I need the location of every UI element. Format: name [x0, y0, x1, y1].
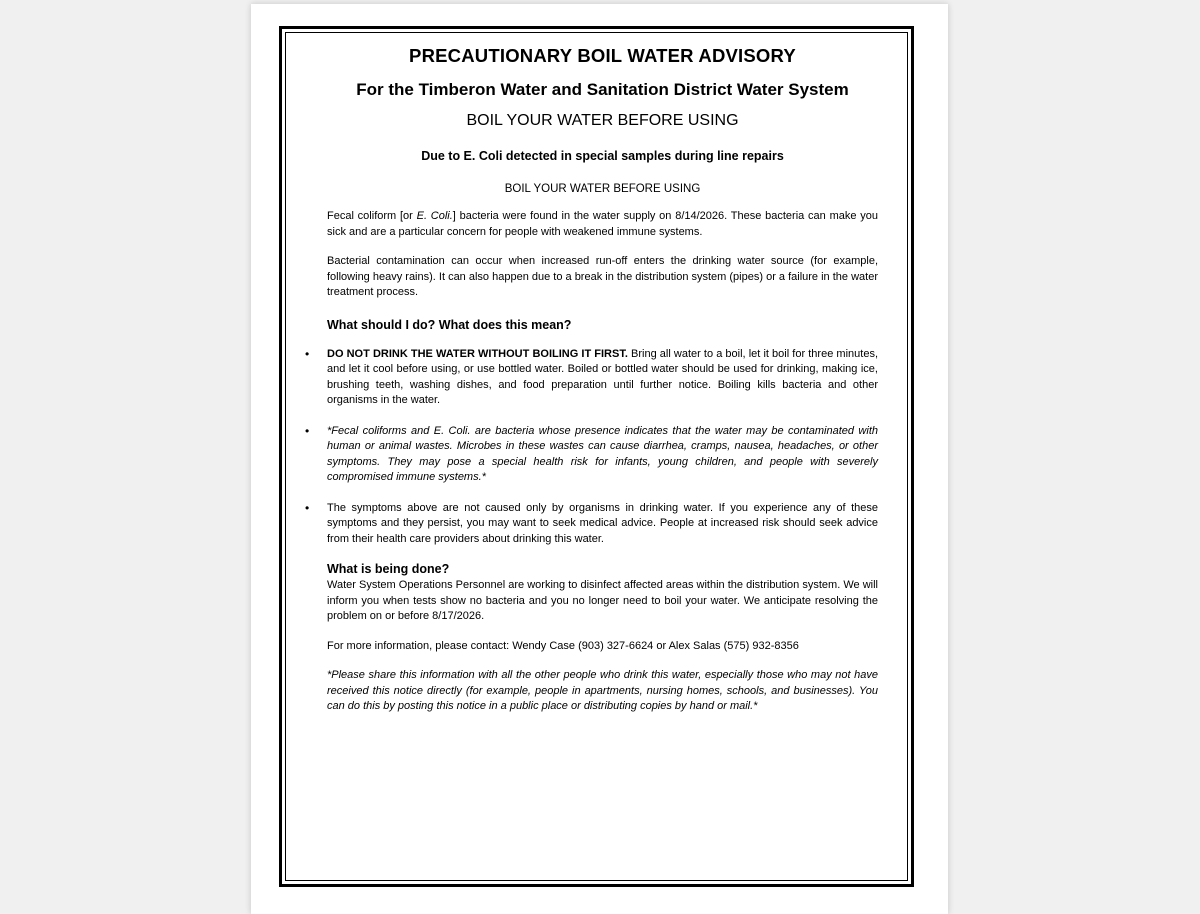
contact-information: For more information, please contact: Wendy Case (903) 327-6624 or Alex Salas (575) 932-8356: [327, 639, 799, 652]
bullet-icon: •: [305, 346, 310, 361]
para1-ecoli-italic: E. Coli.: [416, 210, 453, 222]
fecal-coliform-explanation: *Fecal coliforms and E. Coli. are bacteria whose presence indicates that the water may be contaminated with human or animal wastes. Microbes in these wastes can cause diarrhea, cramps, nausea, headaches, or other symptoms. They may pose a special health risk for infants, young children, and people with severely compromised immune systems.*: [327, 424, 878, 483]
share-notice-paragraph: *Please share this information with all the other people who drink this water, especially those who may not have received this notice directly (for example, people in apartments, nursing homes, schools, and businesses). You can do this by posting this notice in a public place or distributing copies by hand or mail.*: [327, 669, 878, 712]
boil-water-subheading: BOIL YOUR WATER BEFORE USING: [504, 183, 701, 195]
symptoms-advice-text: The symptoms above are not caused only by organisms in drinking water. If you experience any of these symptoms and they persist, you may want to seek medical advice. People at increased risk should seek advice from their health care providers about drinking this water.: [327, 501, 878, 545]
bullet-icon: •: [305, 423, 310, 438]
bacteria-found-paragraph: [327, 209, 878, 240]
remediation-paragraph: Water System Operations Personnel are working to disinfect affected areas within the distribution system. We will inform you when tests show no bacteria and you no longer need to boil your water. We anticipate resolving the problem on or before 8/17/2026.: [327, 579, 878, 622]
advisory-title: PRECAUTIONARY BOIL WATER ADVISORY: [409, 45, 796, 66]
what-should-i-do-heading: What should I do? What does this mean?: [327, 317, 572, 332]
boil-instructions-text: Bring all water to a boil, let it boil for three minutes, and let it cool before using, or use bottled water. Boiled or bottled water should be used for drinking, making ice, brushing teeth, washing dishes, and food preparation until further notice. Boiling kills bacteria and other organisms in the water.: [327, 347, 878, 406]
bullet-icon: •: [305, 500, 310, 515]
list-item: [305, 500, 878, 548]
list-item: [305, 423, 878, 486]
do-not-drink-warning: DO NOT DRINK THE WATER WITHOUT BOILING IT FIRST.: [327, 347, 628, 360]
advisory-subtitle: For the Timberon Water and Sanitation District Water System: [356, 80, 849, 99]
contamination-causes-paragraph: Bacterial contamination can occur when increased run-off enters the drinking water source (for example, following heavy rains). It can also happen due to a break in the distribution system (pipes) or a failure in the water treatment process.: [327, 255, 878, 298]
what-is-being-done-heading: What is being done?: [327, 562, 450, 576]
cause-statement: Due to E. Coli detected in special samples during line repairs: [421, 149, 784, 163]
para1-text-after: ] bacteria were found in the water supply on 8/14/2026. These bacteria can make you sick and are a particular concern for people with weakened immune systems.: [327, 210, 878, 238]
advisory-content: [305, 44, 878, 715]
para1-text-before: Fecal coliform [or: [327, 210, 417, 222]
boil-water-heading: BOIL YOUR WATER BEFORE USING: [466, 112, 739, 129]
list-item: [305, 346, 878, 409]
guidance-list: [305, 346, 878, 548]
